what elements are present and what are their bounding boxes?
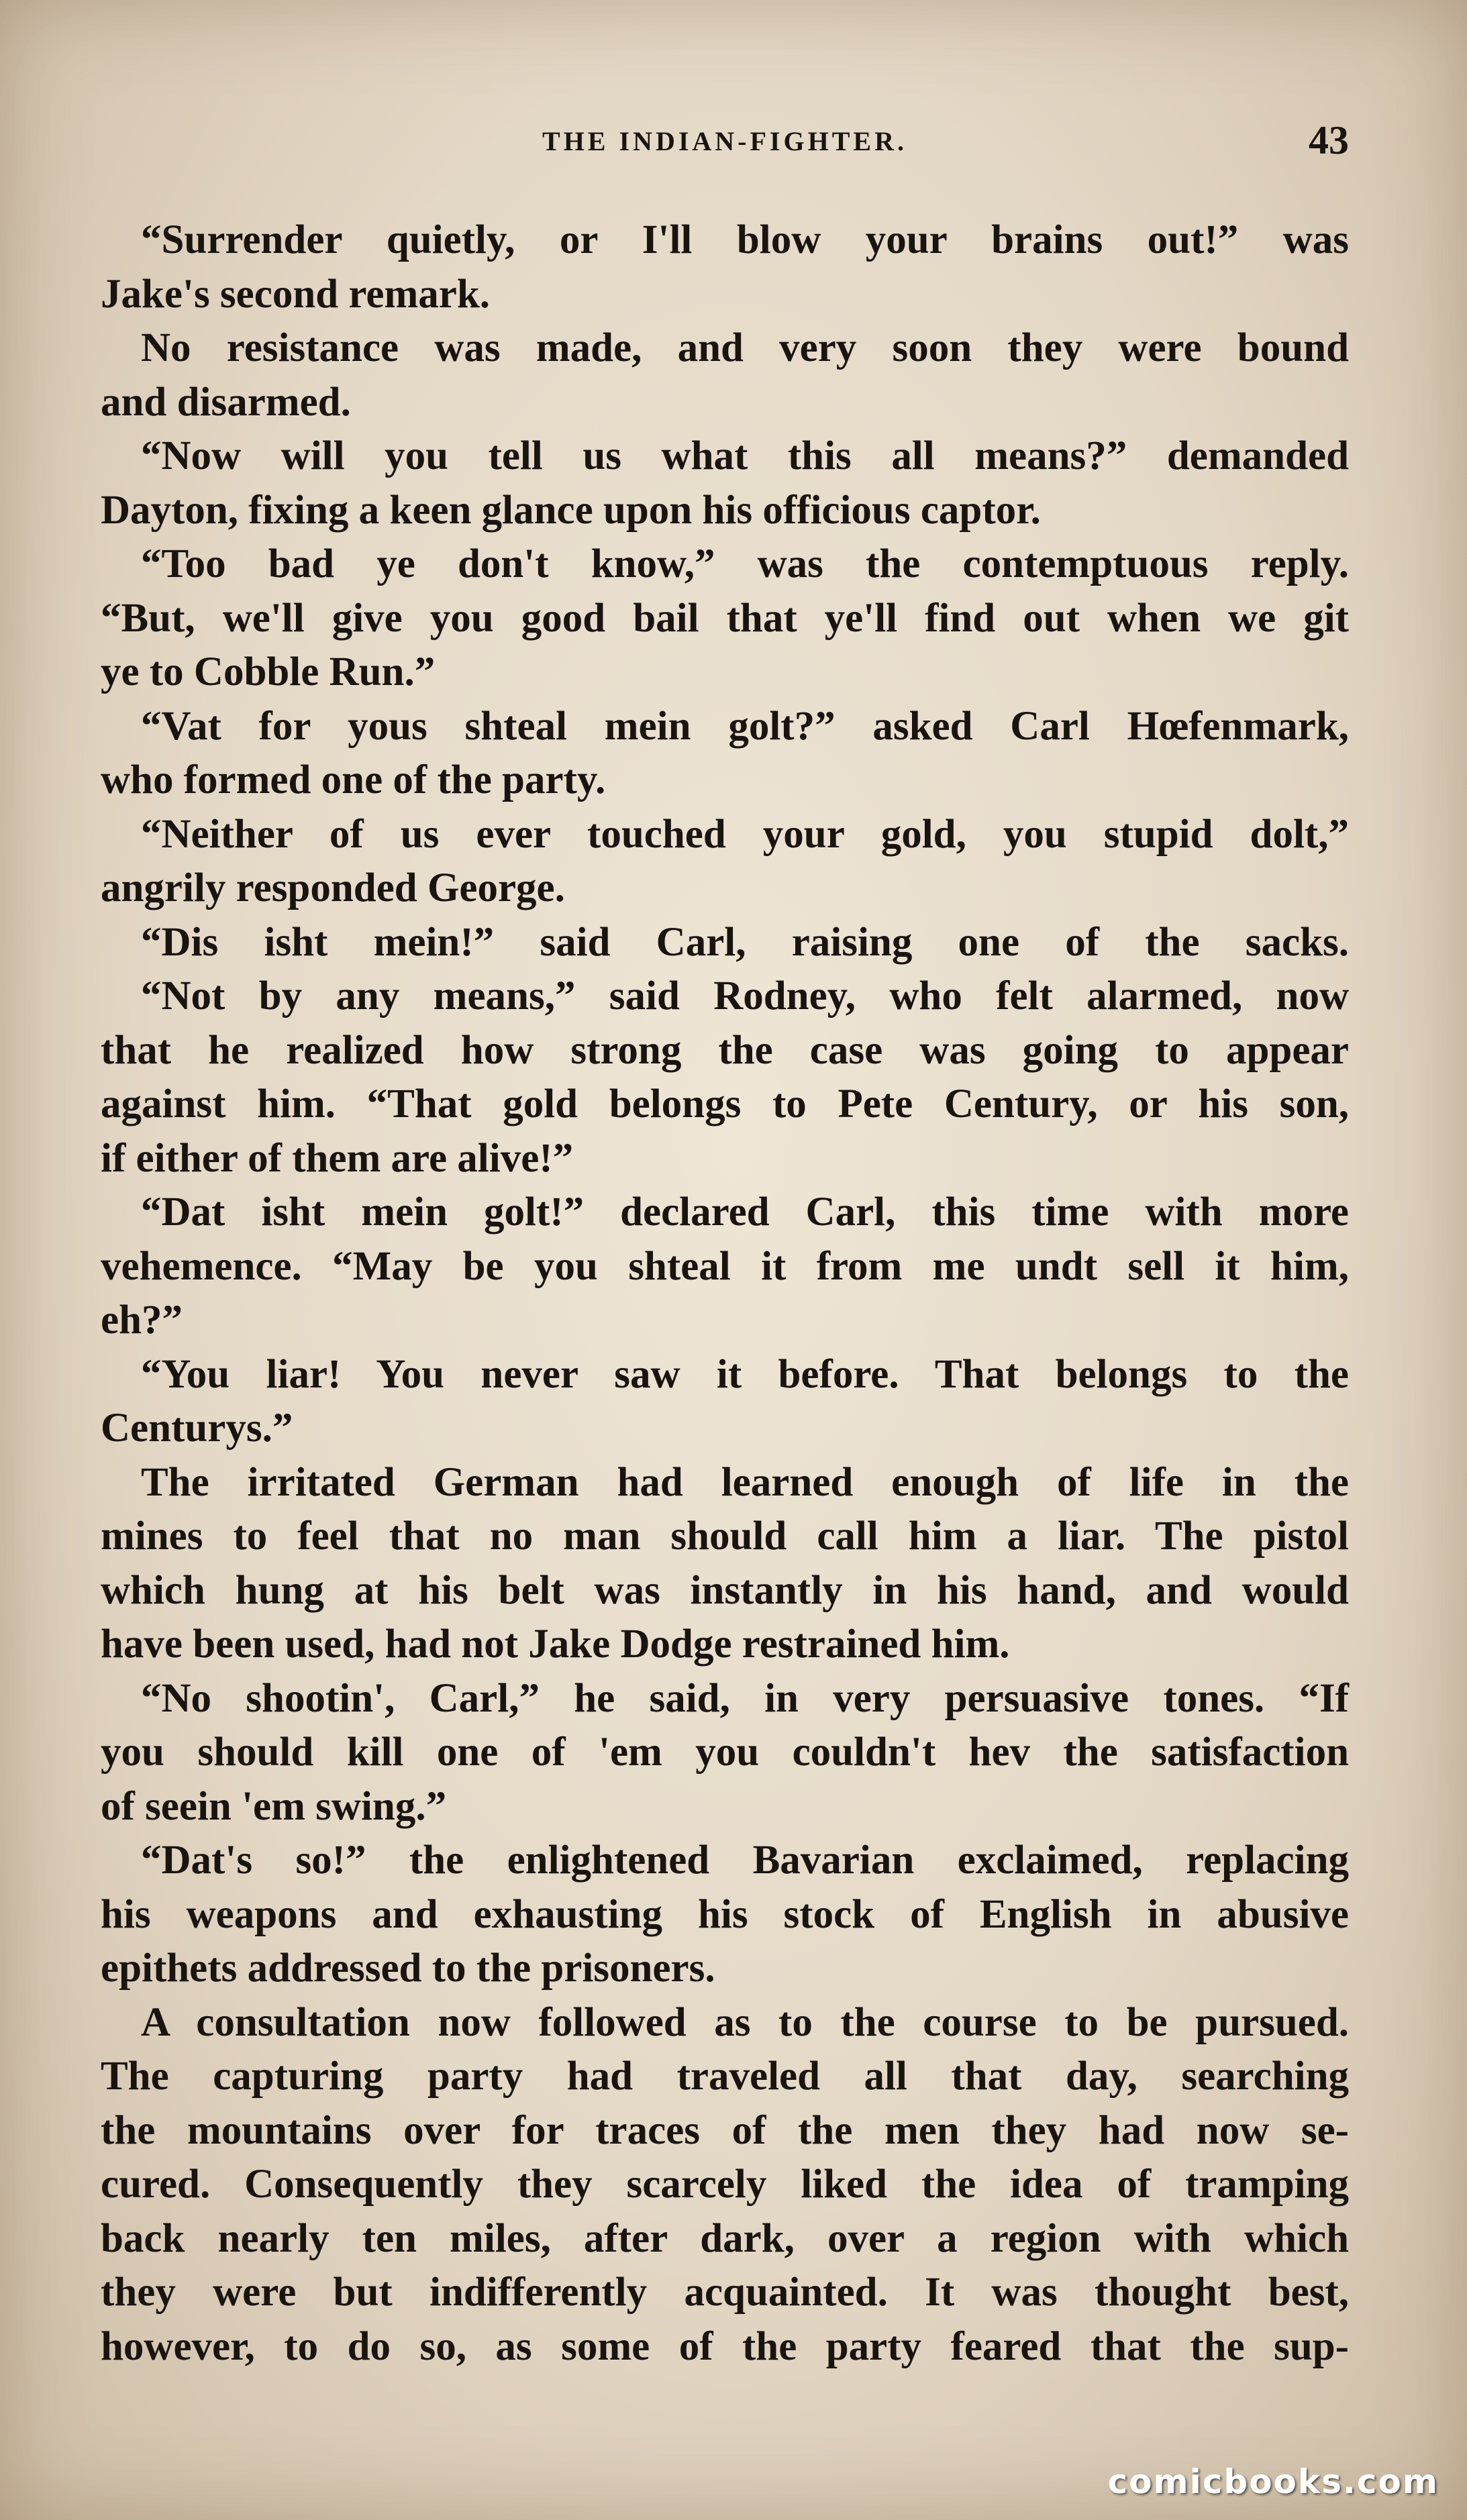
page-header	[101, 117, 1349, 164]
text-line: angrily responded George.	[101, 865, 565, 910]
text-line: Dayton, fixing a keen glance upon his officious captor.	[101, 487, 1041, 533]
text-line: mines to feel that no man should call him a liar. The pistol	[101, 1514, 1349, 1559]
text-line: Centurys.”	[101, 1406, 293, 1451]
text-line: eh?”	[101, 1298, 183, 1343]
text-line: No resistance was made, and very soon they were bound	[141, 325, 1349, 370]
text-line: “Dat's so!” the enlightened Bavarian exclaimed, replacing	[141, 1838, 1349, 1883]
text-line: back nearly ten miles, after dark, over a region with which	[101, 2215, 1349, 2261]
text-line: “You liar! You never saw it before. That belongs to the	[141, 1351, 1349, 1397]
text-line: “No shootin', Carl,” he said, in very persuasive tones. “If	[141, 1675, 1349, 1721]
text-line: The capturing party had traveled all that day, searching	[101, 2054, 1349, 2099]
text-line: however, to do so, as some of the party feared that the sup-	[101, 2323, 1349, 2369]
text-line: you should kill one of 'em you couldn't hev the satisfaction	[101, 1730, 1349, 1775]
text-line: his weapons and exhausting his stock of English in abusive	[101, 1891, 1349, 1937]
text-line: “But, we'll give you good bail that ye'll find out when we git	[101, 595, 1349, 641]
text-line: that he realized how strong the case was going to appear	[101, 1027, 1349, 1073]
text-line: “Now will you tell us what this all means?” demanded	[141, 433, 1349, 478]
text-line: The irritated German had learned enough of life in the	[141, 1459, 1349, 1505]
text-line: have been used, had not Jake Dodge restrained him.	[101, 1622, 1010, 1667]
text-line: A consultation now followed as to the course to be pursued.	[141, 1999, 1349, 2045]
text-line: epithets addressed to the prisoners.	[101, 1946, 715, 1991]
running-title: THE INDIAN-FIGHTER.	[542, 126, 907, 156]
text-line: “Surrender quietly, or I'll blow your brains out!” was	[141, 217, 1349, 262]
text-line: the mountains over for traces of the men they had now se-	[101, 2107, 1349, 2153]
body-text	[101, 213, 1349, 2374]
text-line: Jake's second remark.	[101, 271, 491, 317]
text-line: if either of them are alive!”	[101, 1135, 574, 1181]
text-line: “Not by any means,” said Rodney, who felt alarmed, now	[141, 974, 1349, 1018]
text-line: of seein 'em swing.”	[101, 1783, 447, 1829]
text-line: against him. “That gold belongs to Pete Century, or his son,	[101, 1082, 1349, 1126]
text-line: “Vat for yous shteal mein golt?” asked Carl Hœfenmark,	[141, 703, 1349, 749]
text-line: who formed one of the party.	[101, 757, 606, 802]
text-line: “Too bad ye don't know,” was the contemptuous reply.	[141, 541, 1349, 586]
watermark: comicbooks.com	[1107, 2462, 1439, 2501]
text-line: “Dat isht mein golt!” declared Carl, this time with more	[141, 1190, 1349, 1235]
text-line: they were but indifferently acquainted. It was thought best,	[101, 2270, 1349, 2315]
text-line: ye to Cobble Run.”	[101, 649, 436, 694]
text-line: and disarmed.	[101, 379, 351, 425]
text-line: “Dis isht mein!” said Carl, raising one of the sacks.	[141, 919, 1349, 965]
page-number: 43	[1309, 118, 1349, 162]
text-line: vehemence. “May be you shteal it from me undt sell it him,	[101, 1243, 1349, 1289]
text-line: “Neither of us ever touched your gold, you stupid dolt,”	[141, 811, 1349, 857]
text-line: cured. Consequently they scarcely liked the idea of tramping	[101, 2162, 1349, 2207]
text-line: which hung at his belt was instantly in his hand, and would	[101, 1567, 1349, 1613]
